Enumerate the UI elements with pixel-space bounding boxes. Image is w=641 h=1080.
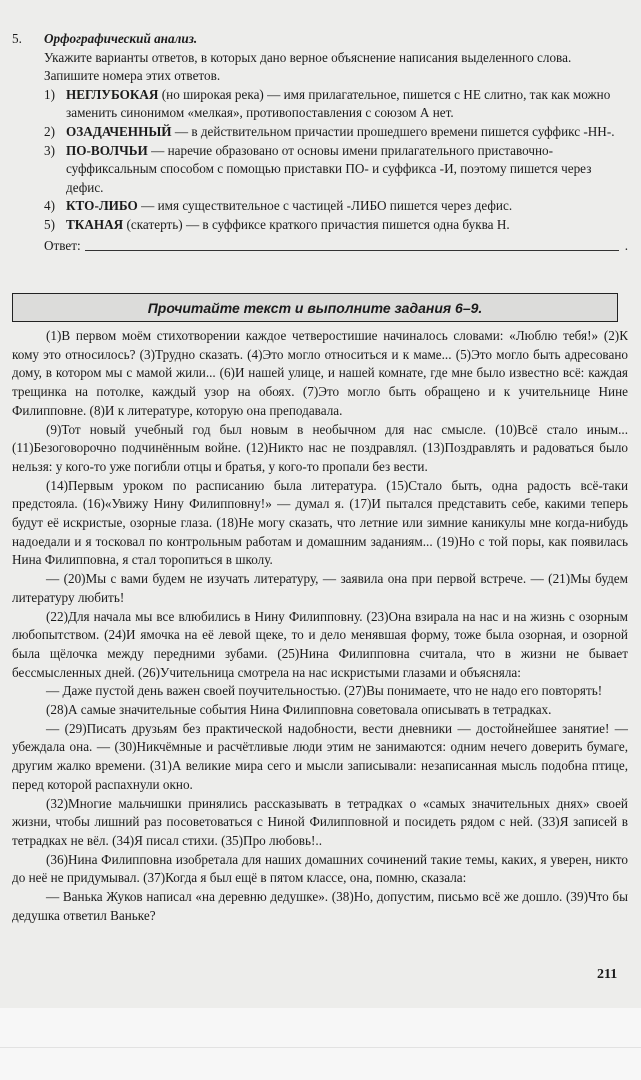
page-number: 211 xyxy=(597,967,618,982)
option-3 xyxy=(44,142,628,198)
divider xyxy=(0,1047,641,1048)
viewer-bottom-area xyxy=(0,1008,641,1080)
section-header-text: Прочитайте текст и выполните задания 6–9. xyxy=(147,299,483,316)
answer-row xyxy=(44,237,628,256)
option-4 xyxy=(44,197,628,216)
option-number: 4) xyxy=(44,198,55,214)
reading-text xyxy=(12,327,628,926)
answer-field[interactable] xyxy=(85,237,619,252)
paragraph: (22)Для начала мы все влюбились в Нину Филипповну. (23)Она взирала на нас и на жизнь с озорным любопытством. (24)И ямочка на её левой щеке, то и дело менявшая форму, тоже была озорная, и озорной была щёлочка между передними зубами. (25)Нина Филипповна считала, что в жизни не бывает бессмысленных дней. (26)Учительница смотрела на нас искристыми глазами и объясняла: xyxy=(12,608,628,680)
option-word: КТО-ЛИБО xyxy=(66,198,138,214)
answer-label: Ответ: xyxy=(44,237,81,253)
paragraph: — (20)Мы с вами будем не изучать литературу, — заявила она при первой встрече. — (21)Мы будем литературу любить! xyxy=(12,571,628,605)
task-instruction: Укажите варианты ответов, в которых дано верное объяснение написания выделенного слова. Запишите номера этих ответов. xyxy=(44,49,572,84)
paragraph: — Даже пустой день важен своей поучительностью. (27)Вы понимаете, что не надо его повторять! xyxy=(46,683,603,699)
paragraph: (36)Нина Филипповна изобретала для наших домашних сочинений такие темы, каких, я уверен, никто до неё не придумывал. (37)Когда я был ещё в пятом классе, она, помню, сказала: xyxy=(12,851,628,886)
task-5 xyxy=(12,30,628,255)
task-heading xyxy=(12,30,628,49)
task-number: 5. xyxy=(12,31,22,46)
option-number: 5) xyxy=(44,216,55,232)
paragraph: (9)Тот новый учебный год был новым в необычном для нас смысле. (10)Всё стало иным... (11)Безоговорочно подчинённым войне. (12)Никто нас не поздравлял. (13)Поздравлять и радоваться было нельзя: у кого-то уже погибли отцы и братья, у кого-то пропали без вести. xyxy=(12,421,628,474)
paragraph: — Ванька Жуков написал «на деревню дедушке». (38)Но, допустим, письмо всё же дошло. (39)Что бы дедушка ответил Ваньке? xyxy=(12,889,628,923)
answer-end: . xyxy=(624,237,628,253)
option-5 xyxy=(44,216,628,235)
option-text: — наречие образовано от основы имени прилагательного приставочно-суффиксальным способом с помощью приставки ПО- и суффикса -И, поэтому пишется через дефис. xyxy=(66,142,592,195)
option-word: НЕГЛУБОКАЯ xyxy=(66,86,159,102)
option-text: (скатерть) — в суффиксе краткого причастия пишется одна буква Н. xyxy=(123,216,510,232)
option-number: 3) xyxy=(44,142,55,158)
option-2 xyxy=(44,123,628,142)
option-word: ПО-ВОЛЧЬИ xyxy=(66,142,148,158)
section-header xyxy=(12,293,618,322)
paragraph: (28)А самые значительные события Нина Филипповна советовала описывать в тетрадках. xyxy=(46,702,552,718)
paragraph: (14)Первым уроком по расписанию была литература. (15)Стало быть, одна радость всё-таки предстояла. (16)«Увижу Нину Филипповну!» — думал я. (17)И пытался представить себе, какими теперь будут её искристые, озорные глаза. (18)Не могу сказать, что летние или зимние каникулы мне когда-нибудь надоедали и я тосковал по контрольным работам и домашним заданиям... (19)Но с той поры, как появилась Нина Филипповна, я стал торопиться в школу. xyxy=(12,477,628,568)
paragraph: — (29)Писать друзьям без практической надобности, вести дневники — достойнейшее занятие! — убеждала она. — (30)Никчёмные и расчётливые люди этим не занимаются: одним нечего доверить бумаге, другим жалко времени. (31)А великие мира сего и мысли записывали: незаписанная мысль подобна птице, перед которой распахнули окно. xyxy=(12,720,628,792)
option-text: — имя существительное с частицей -ЛИБО пишется через дефис. xyxy=(137,198,513,214)
option-text: — в действительном причастии прошедшего времени пишется суффикс -НН-. xyxy=(171,123,615,139)
option-word: ТКАНАЯ xyxy=(66,216,124,232)
task-title: Орфографический анализ. xyxy=(44,31,198,46)
paragraph: (32)Многие мальчишки принялись рассказывать в тетрадках о «самых значительных днях» своей жизни, чтобы лишний раз посоветоваться с Ниной Филипповной и посидеть рядом с ней. (33)Я записей в тетрадках не вёл. (34)Я писал стихи. (35)Про любовь!.. xyxy=(12,795,628,848)
option-word: ОЗАДАЧЕННЫЙ xyxy=(66,123,172,139)
paragraph: (1)В первом моём стихотворении каждое четверостишие начиналось словами: «Люблю тебя!» (2)К кому это относилось? (3)Трудно сказать. (4)Это могло относиться и к маме... (5)Это могло быть адресовано дому, в котором мы с мамой жили... (6)И нашей улице, и нашей комнате, где мне было известно всё: каждая трещинка на потолке, каждый узор на обоях. (7)Это могло быть обращено и к учительнице Нине Филипповне. (8)И к литературе, которую она преподавала. xyxy=(12,328,628,418)
option-1 xyxy=(44,86,628,123)
option-number: 1) xyxy=(44,86,55,102)
option-number: 2) xyxy=(44,123,55,139)
option-text: (но широкая река) — имя прилагательное, пишется с НЕ слитно, так как можно заменить синонимом «мелкая», противопоставления с союзом А нет. xyxy=(66,86,611,121)
